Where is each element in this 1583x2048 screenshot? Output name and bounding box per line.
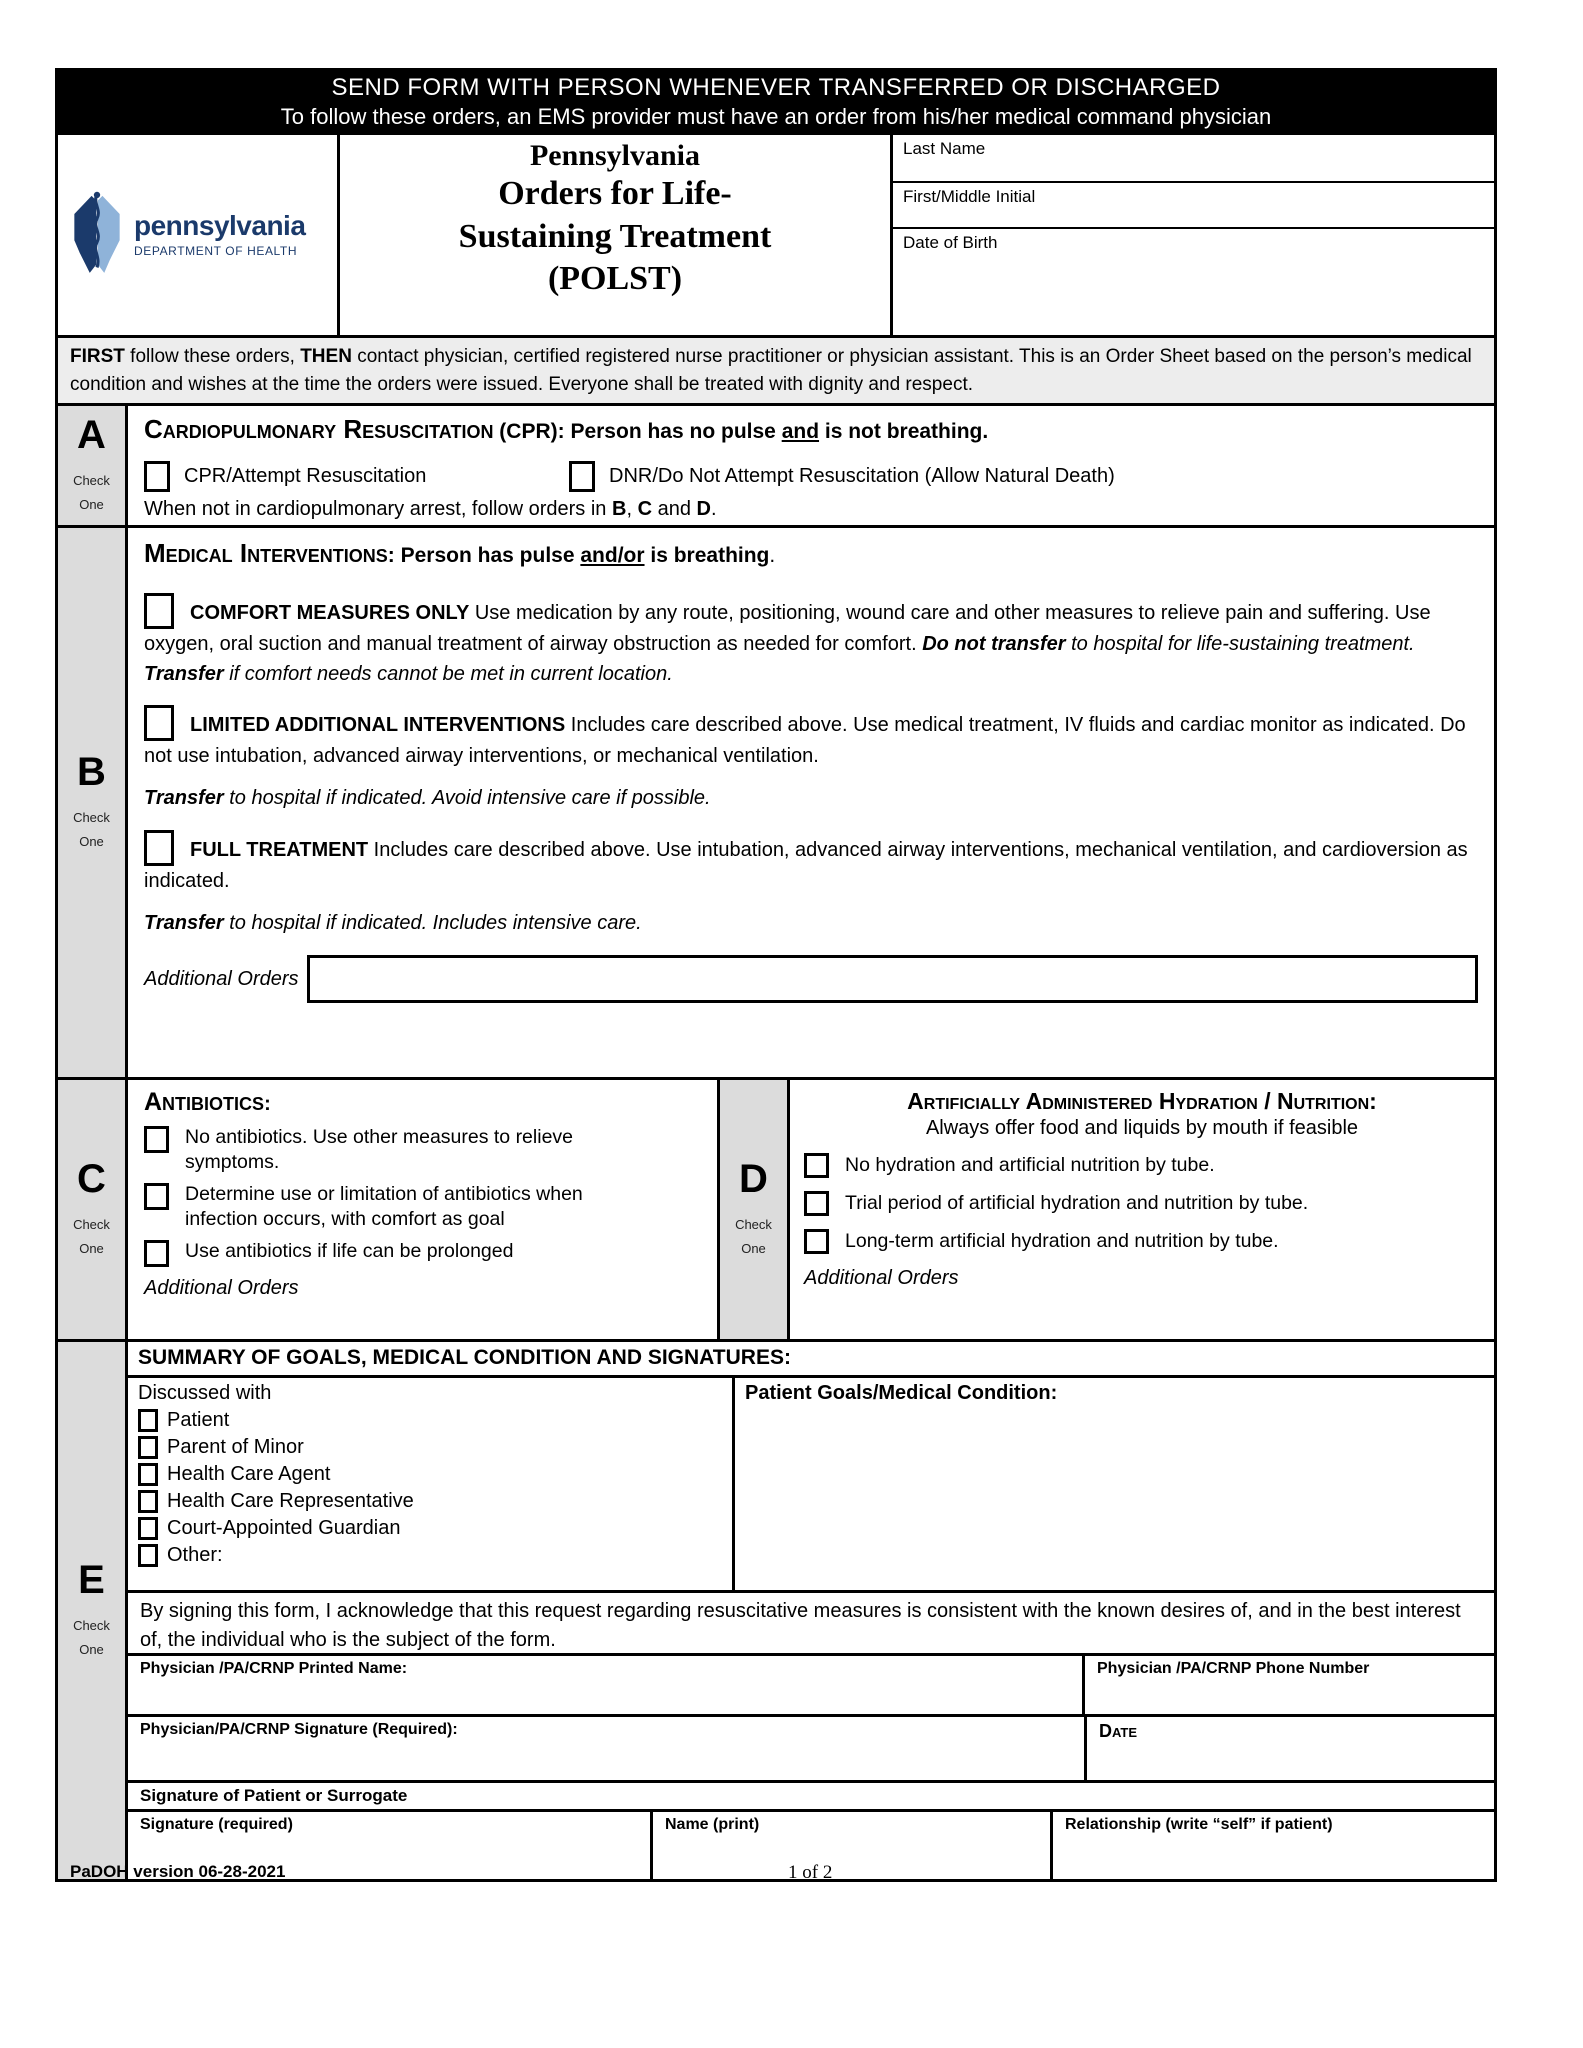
- limited-interventions-option: LIMITED ADDITIONAL INTERVENTIONS Includes care described above. Use medical treatment, IV fluids and cardiac monitor as indicated. Do not use intubation, advanced airway interventions, or mechanical ventilation.: [144, 705, 1478, 771]
- physician-printed-name-label: Physician /PA/CRNP Printed Name:: [140, 1660, 408, 1678]
- physician-signature-field[interactable]: [128, 1717, 1084, 1780]
- date-of-birth-label: Date of Birth: [903, 233, 998, 252]
- full-treatment-title: FULL TREATMENT: [190, 839, 369, 862]
- section-a-note: When not in cardiopulmonary arrest, follow orders in B, C and D.: [144, 498, 717, 521]
- physician-phone-field[interactable]: [1082, 1656, 1494, 1714]
- top-banner: [58, 71, 1494, 135]
- no-hydration-option: [804, 1153, 1480, 1178]
- discussed-guardian-checkbox[interactable]: [138, 1517, 158, 1540]
- first-middle-initial-field[interactable]: [893, 183, 1494, 229]
- discussed-patient-option: Patient: [138, 1409, 722, 1432]
- acknowledgement-text: By signing this form, I acknowledge that this request regarding resuscitative measures is consistent with the known desires of, and in the best interest of, the individual who is the subject of the form.: [128, 1590, 1494, 1656]
- section-c-label: C Check One: [58, 1080, 128, 1339]
- section-b-additional-orders: [144, 955, 1478, 1003]
- relationship-label: Relationship (write “self” if patient): [1065, 1816, 1333, 1834]
- summary-heading: SUMMARY OF GOALS, MEDICAL CONDITION AND SIGNATURES:: [128, 1342, 1494, 1378]
- discussed-parent-option: Parent of Minor: [138, 1436, 722, 1459]
- patient-goals-area[interactable]: [735, 1378, 1494, 1590]
- polst-form: [55, 68, 1497, 1882]
- longterm-hydration-option: [804, 1229, 1480, 1254]
- section-c-content: [128, 1080, 720, 1339]
- section-b-label: B Check One: [58, 528, 128, 1077]
- intro-bold-then: THEN: [300, 346, 352, 367]
- date-of-birth-field[interactable]: [893, 229, 1494, 335]
- section-c-heading: Antibiotics:: [144, 1088, 271, 1117]
- last-name-field[interactable]: [893, 135, 1494, 183]
- determine-antibiotics-label: Determine use or limitation of antibiotics when infection occurs, with comfort as goal: [185, 1183, 583, 1231]
- relationship-field[interactable]: [1050, 1812, 1494, 1879]
- section-b-letter: B: [77, 750, 106, 795]
- additional-orders-label: Additional Orders: [144, 967, 299, 990]
- keystone-caduceus-icon: [68, 186, 126, 285]
- title-line-1: Pennsylvania: [529, 139, 701, 172]
- section-d-content: [790, 1080, 1494, 1339]
- determine-antibiotics-checkbox[interactable]: [144, 1183, 169, 1210]
- section-d-additional-orders[interactable]: Additional Orders: [804, 1267, 959, 1290]
- section-a-label: A Check One: [58, 406, 128, 525]
- discussed-agent-option: Health Care Agent: [138, 1463, 722, 1486]
- cpr-attempt-label: CPR/Attempt Resuscitation: [184, 465, 427, 488]
- no-antibiotics-option: [144, 1125, 701, 1175]
- discussed-other-option: Other:: [138, 1544, 722, 1567]
- comfort-measures-option: COMFORT MEASURES ONLY Use medication by any route, positioning, wound care and other measures to relieve pain and suffering. Use oxygen, oral suction and manual treatment of airway obstruction as needed for comfort. Do not transfer to hospital for life-sustaining treatment. Transfer if comfort needs cannot be met in current location.: [144, 593, 1478, 689]
- no-antibiotics-checkbox[interactable]: [144, 1126, 169, 1153]
- comfort-measures-checkbox[interactable]: [144, 593, 174, 629]
- section-d-letter: D: [739, 1157, 768, 1202]
- form-title: [340, 135, 890, 335]
- determine-antibiotics-option: [144, 1182, 701, 1232]
- discussed-guardian-option: Court-Appointed Guardian: [138, 1517, 722, 1540]
- dnr-option: [569, 461, 1115, 492]
- trial-hydration-label: Trial period of artificial hydration and nutrition by tube.: [845, 1192, 1309, 1215]
- longterm-hydration-checkbox[interactable]: [804, 1229, 829, 1254]
- discussed-with-label: Discussed with: [138, 1382, 272, 1405]
- no-antibiotics-label: No antibiotics. Use other measures to relieve symptoms.: [185, 1126, 574, 1174]
- physician-printed-name-field[interactable]: [128, 1656, 1082, 1714]
- title-line-3: Sustaining Treatment: [458, 217, 772, 255]
- discussed-patient-checkbox[interactable]: [138, 1409, 158, 1432]
- use-antibiotics-checkbox[interactable]: [144, 1240, 169, 1267]
- section-c-letter: C: [77, 1157, 106, 1202]
- use-antibiotics-option: [144, 1239, 701, 1267]
- cpr-attempt-option: [144, 461, 569, 492]
- section-e-letter: E: [78, 1558, 105, 1603]
- title-line-2: Orders for Life-: [498, 175, 732, 212]
- dnr-checkbox[interactable]: [569, 461, 595, 492]
- full-treatment-option: FULL TREATMENT Includes care described above. Use intubation, advanced airway interventions, mechanical ventilation, and cardioversion as indicated.: [144, 830, 1478, 896]
- full-treatment-checkbox[interactable]: [144, 830, 174, 866]
- date-field[interactable]: [1084, 1717, 1494, 1780]
- section-b-heading: Medical Interventions: Person has pulse and/or is breathing.: [144, 538, 776, 569]
- comfort-measures-title: COMFORT MEASURES ONLY: [190, 602, 470, 625]
- form-version: PaDOH version 06-28-2021: [70, 1862, 286, 1881]
- additional-orders-input[interactable]: [307, 955, 1478, 1003]
- cpr-attempt-checkbox[interactable]: [144, 461, 170, 492]
- section-a: [58, 403, 1494, 525]
- discussed-other-checkbox[interactable]: [138, 1544, 158, 1567]
- dnr-label: DNR/Do Not Attempt Resuscitation (Allow Natural Death): [609, 465, 1115, 488]
- last-name-label: Last Name: [903, 139, 986, 158]
- limited-interventions-checkbox[interactable]: [144, 705, 174, 741]
- physician-phone-label: Physician /PA/CRNP Phone Number: [1097, 1660, 1370, 1678]
- no-hydration-checkbox[interactable]: [804, 1153, 829, 1178]
- section-c-additional-orders[interactable]: Additional Orders: [144, 1277, 299, 1300]
- section-d-heading: Artificially Administered Hydration / Nutrition:: [907, 1088, 1377, 1115]
- longterm-hydration-label: Long-term artificial hydration and nutrition by tube.: [845, 1230, 1279, 1253]
- intro-paragraph: FIRST follow these orders, THEN contact physician, certified registered nurse practitioner or physician assistant. This is an Order Sheet based on the person’s medical condition and wishes at the time the orders were issued. Everyone shall be treated with dignity and respect.: [58, 335, 1494, 403]
- discussed-with-cell: [128, 1378, 735, 1590]
- trial-hydration-option: [804, 1191, 1480, 1216]
- trial-hydration-checkbox[interactable]: [804, 1191, 829, 1216]
- banner-line1: SEND FORM WITH PERSON WHENEVER TRANSFERRED OR DISCHARGED: [331, 74, 1221, 101]
- pa-doh-logo: [58, 135, 340, 335]
- banner-line2: To follow these orders, an EMS provider must have an order from his/her medical command physician: [280, 104, 1272, 129]
- section-e: [58, 1339, 1494, 1879]
- limited-interventions-title: LIMITED ADDITIONAL INTERVENTIONS: [190, 714, 566, 737]
- name-print-label: Name (print): [665, 1816, 760, 1834]
- discussed-agent-checkbox[interactable]: [138, 1463, 158, 1486]
- full-transfer-note: Transfer to hospital if indicated. Includes intensive care.: [144, 912, 642, 935]
- discussed-parent-checkbox[interactable]: [138, 1436, 158, 1459]
- first-middle-initial-label: First/Middle Initial: [903, 187, 1036, 206]
- patient-goals-label: Patient Goals/Medical Condition:: [745, 1382, 1058, 1405]
- limited-transfer-note: Transfer to hospital if indicated. Avoid intensive care if possible.: [144, 787, 711, 810]
- section-d-subtitle: Always offer food and liquids by mouth if feasible: [925, 1117, 1359, 1140]
- section-a-letter: A: [77, 413, 106, 458]
- physician-signature-label: Physician/PA/CRNP Signature (Required):: [140, 1721, 458, 1739]
- patient-name-print-field[interactable]: [650, 1812, 1050, 1879]
- logo-subtitle: DEPARTMENT OF HEALTH: [134, 244, 298, 258]
- title-line-4: (POLST): [547, 260, 683, 297]
- surrogate-heading: Signature of Patient or Surrogate: [128, 1780, 1494, 1809]
- logo-wordmark: pennsylvania: [134, 210, 306, 241]
- section-e-label: E Check One: [58, 1342, 128, 1879]
- patient-id-fields: [890, 135, 1494, 335]
- signature-required-label: Signature (required): [140, 1816, 293, 1834]
- section-c-d: [58, 1077, 1494, 1339]
- section-a-heading: Cardiopulmonary Resuscitation (CPR): Person has no pulse and is not breathing.: [144, 414, 989, 445]
- form-header: [58, 135, 1494, 335]
- date-label: Date: [1099, 1721, 1138, 1742]
- page-number: 1 of 2: [788, 1862, 833, 1883]
- intro-bold-first: FIRST: [70, 346, 125, 367]
- no-hydration-label: No hydration and artificial nutrition by tube.: [845, 1154, 1215, 1177]
- discussed-representative-option: Health Care Representative: [138, 1490, 722, 1513]
- discussed-representative-checkbox[interactable]: [138, 1490, 158, 1513]
- section-d-label: D Check One: [720, 1080, 790, 1339]
- section-b: [58, 525, 1494, 1077]
- use-antibiotics-label: Use antibiotics if life can be prolonged: [185, 1240, 514, 1263]
